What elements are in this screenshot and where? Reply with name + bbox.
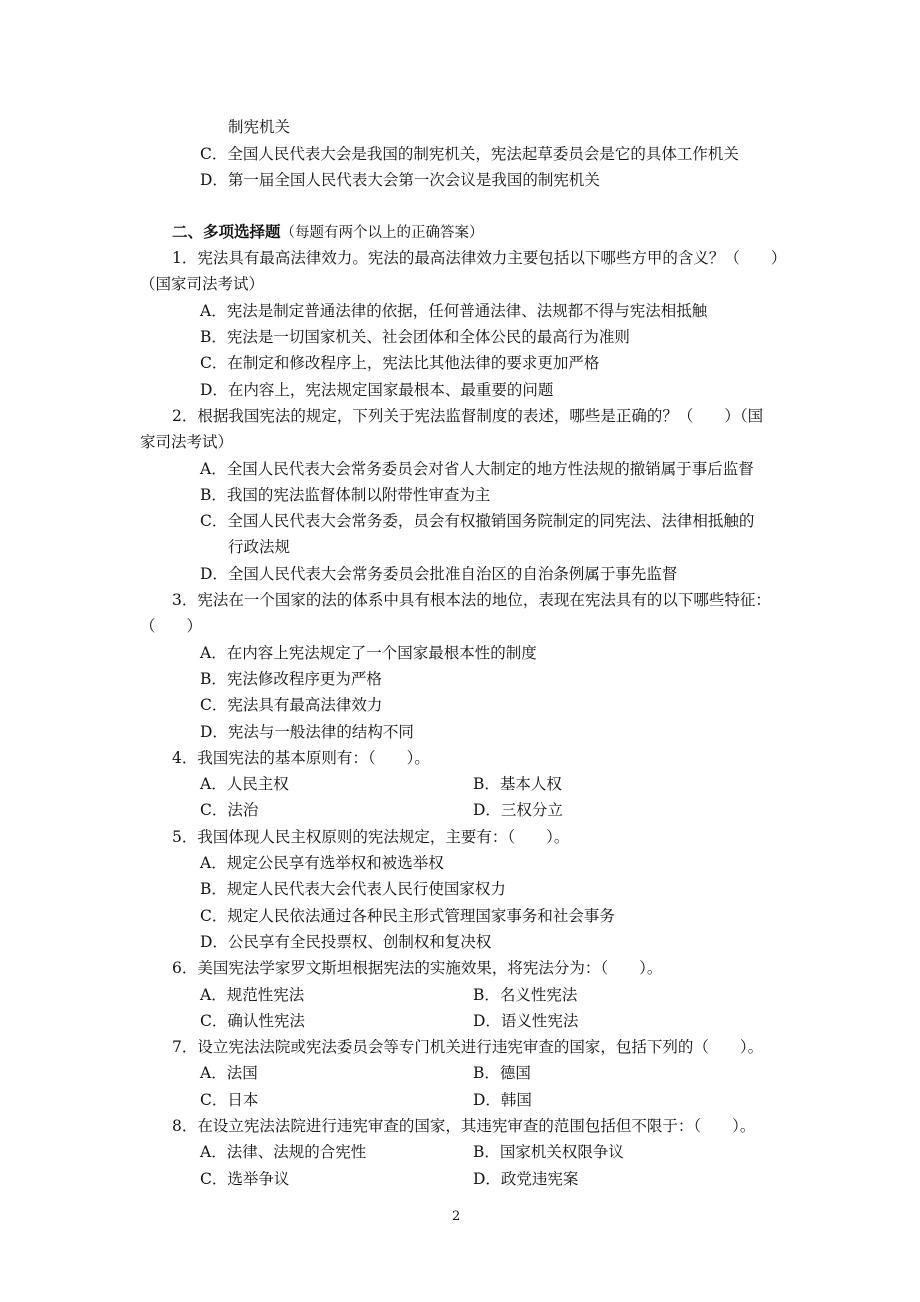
carryover-option-d: D．第一届全国人民代表大会第一次会议是我国的制宪机关 [200,171,600,189]
question-4-option-b: B．基本人权 [473,775,562,793]
question-2-option-c-continuation: 行政法规 [228,538,291,556]
question-4-stem: 4．我国宪法的基本原则有：（ ）。 [172,749,430,767]
question-1-option-d: D．在内容上，宪法规定国家最根本、最重要的问题 [200,381,554,399]
question-8-option-c: C．选举争议 [200,1170,290,1188]
question-6-option-b: B．名义性宪法 [473,986,578,1004]
question-6-option-d: D．语义性宪法 [473,1012,579,1030]
question-2-stem-continuation: 家司法考试） [140,433,234,451]
question-3-option-c: C．宪法具有最高法律效力 [200,696,383,714]
question-8-option-d: D．政党违宪案 [473,1170,579,1188]
carryover-option-b-continuation: 制宪机关 [228,118,291,136]
question-5-option-c: C．规定人民依法通过各种民主形式管理国家事务和社会事务 [200,907,615,925]
question-3-option-b: B．宪法修改程序更为严格 [200,670,382,688]
question-6-option-c: C．确认性宪法 [200,1012,305,1030]
section-title: 二、多项选择题 [172,222,281,241]
question-1-option-c: C．在制定和修改程序上，宪法比其他法律的要求更加严格 [200,354,600,372]
question-1-stem: 1．宪法具有最高法律效力。宪法的最高法律效力主要包括以下哪些方甲的含义？（ ） [172,249,787,267]
question-8-option-b: B．国家机关权限争议 [473,1143,624,1161]
question-5-option-b: B．规定人民代表大会代表人民行使国家权力 [200,880,506,898]
carryover-option-c: C．全国人民代表大会是我国的制宪机关，宪法起草委员会是它的具体工作机关 [200,145,739,163]
question-2-option-a: A．全国人民代表大会常务委员会对省人大制定的地方性法规的撤销属于事后监督 [200,460,754,478]
question-4-option-c: C．法治 [200,801,259,819]
question-7-stem: 7．设立宪法法院或宪法委员会等专门机关进行违宪审查的国家，包括下列的（ ）。 [172,1038,764,1056]
question-8-stem: 8．在设立宪法法院进行违宪审查的国家，其违宪审查的范围包括但不限于：（ ）。 [172,1117,756,1135]
question-6-option-a: A．规范性宪法 [200,986,305,1004]
question-1-stem-continuation: （国家司法考试） [140,275,265,293]
question-4-option-a: A．人民主权 [200,775,289,793]
question-6-stem: 6．美国宪法学家罗文斯坦根据宪法的实施效果，将宪法分为：（ ）。 [172,959,663,977]
question-1-option-b: B．宪法是一切国家机关、社会团体和全体公民的最高行为准则 [200,328,630,346]
question-5-option-a: A．规定公民享有选举权和被选举权 [200,854,444,872]
question-2-option-c: C．全国人民代表大会常务委，员会有权撤销国务院制定的同宪法、法律相抵触的 [200,512,755,530]
question-4-option-d: D．三权分立 [473,801,563,819]
question-1-option-a: A．宪法是制定普通法律的依据，任何普通法律、法规都不得与宪法相抵触 [200,302,708,320]
question-8-option-a: A．法律、法规的合宪性 [200,1143,367,1161]
question-7-option-b: B．德国 [473,1064,531,1082]
question-3-option-d: D．宪法与一般法律的结构不同 [200,723,414,741]
question-5-option-d: D．公民享有全民投票权、创制权和复决权 [200,933,492,951]
question-2-stem: 2．根据我国宪法的规定，下列关于宪法监督制度的表述，哪些是正确的？（ ）（国 [172,407,764,425]
section-note: （每题有两个以上的正确答案） [280,225,484,241]
question-5-stem: 5．我国体现人民主权原则的宪法规定，主要有：（ ）。 [172,828,570,846]
question-7-option-a: A．法国 [200,1064,258,1082]
section-heading [172,222,484,243]
page-number: 2 [452,1209,461,1224]
question-2-option-d: D．全国人民代表大会常务委员会批准自治区的自治条例属于事先监督 [200,565,678,583]
question-3-stem: 3．宪法在一个国家的法的体系中具有根本法的地位，表现在宪法具有的以下哪些特征： [172,591,771,609]
question-7-option-c: C．日本 [200,1091,259,1109]
question-2-option-b: B．我国的宪法监督体制以附带性审查为主 [200,486,491,504]
question-3-option-a: A．在内容上宪法规定了一个国家最根本性的制度 [200,644,537,662]
question-7-option-d: D．韩国 [473,1091,532,1109]
question-3-stem-continuation: （ ） [140,617,203,635]
